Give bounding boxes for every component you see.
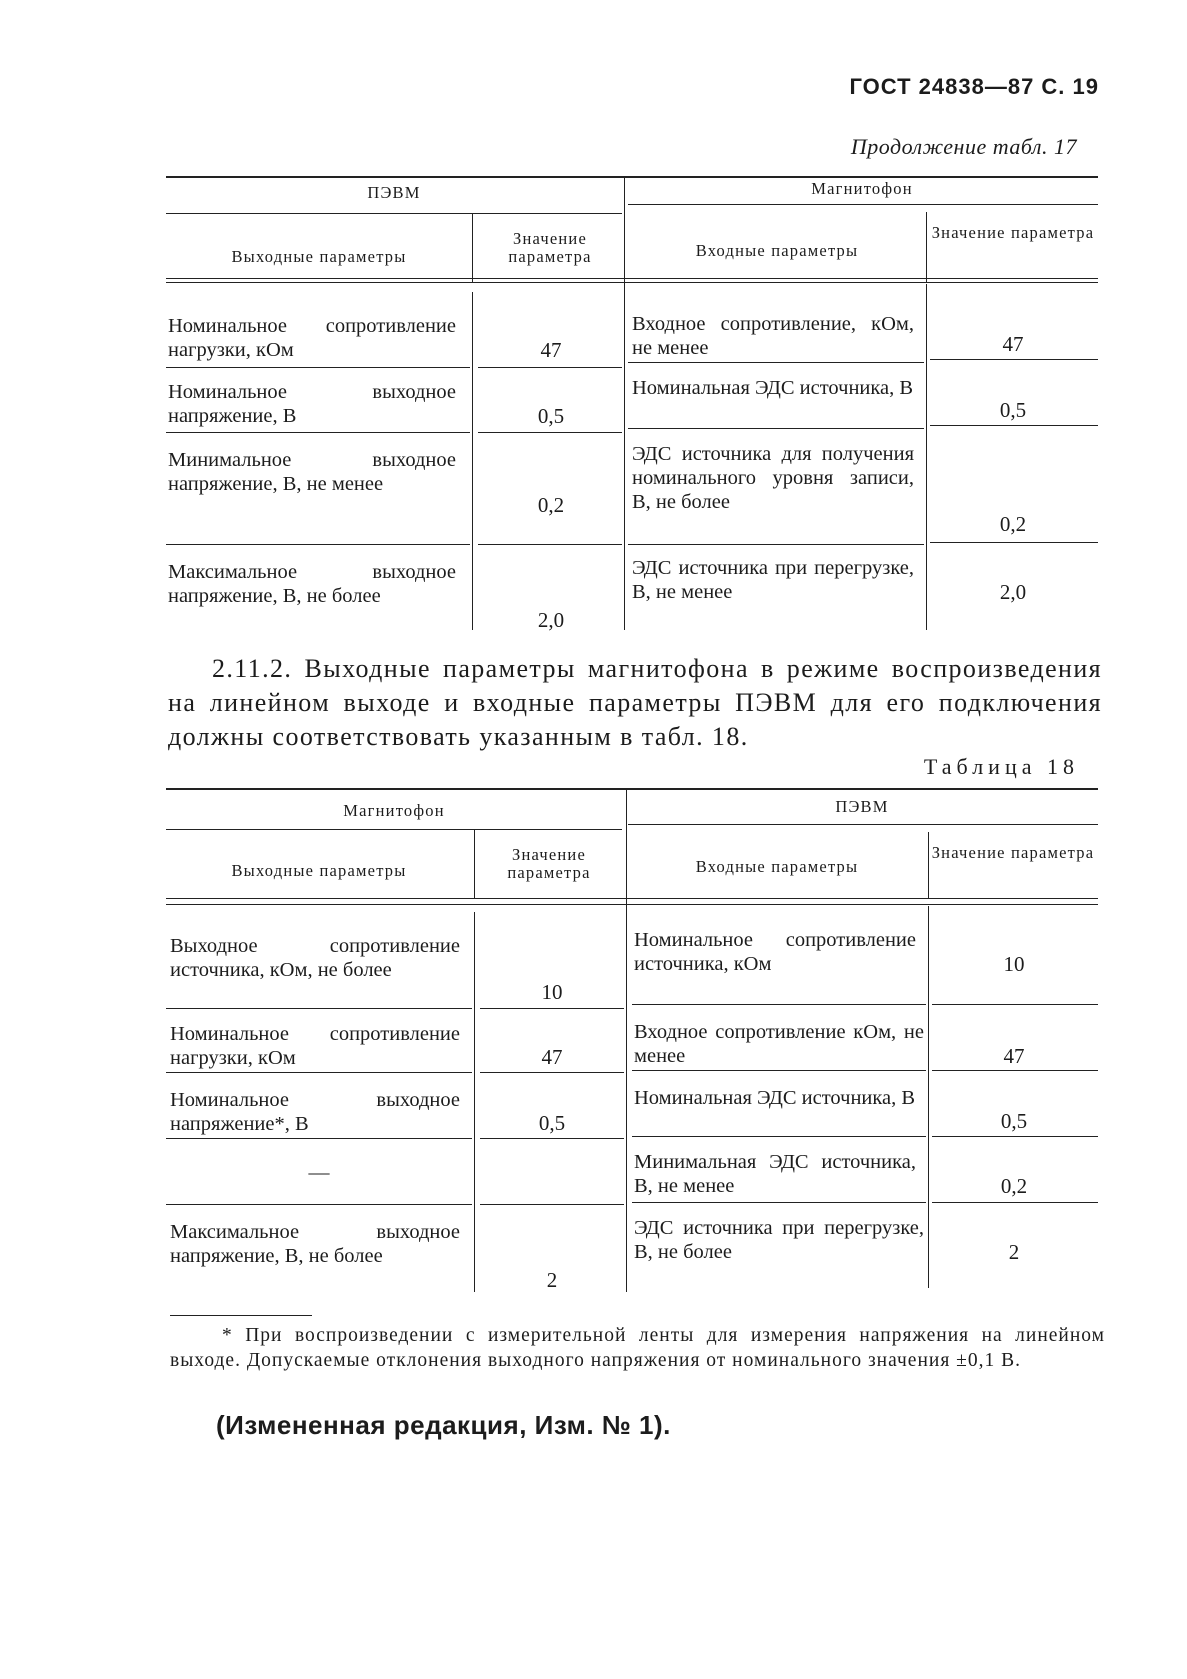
table17-row1-left-value: 47 [540, 338, 562, 362]
table17-row4-right-param: ЭДС источника при перегрузке, В, не менее [632, 557, 914, 603]
table18-col-left-params: Выходные параметры [231, 861, 407, 880]
table-top-rule [166, 788, 1098, 790]
table18-row1-right-param: Номинальное сопротивление источника, кОм [634, 929, 916, 975]
table17-col-right-value: Значение параметра [931, 223, 1095, 242]
group-divider-left [166, 213, 622, 214]
col-divider-1 [474, 830, 475, 898]
row-rule [166, 1072, 472, 1073]
table18-row3-right-value: 0,5 [1000, 1109, 1028, 1133]
col-divider-center [624, 176, 625, 630]
table18-row3-left-value: 0,5 [538, 1111, 566, 1135]
table18-row2-right-value: 47 [1003, 1044, 1025, 1068]
table17-group-right: Магнитофон [811, 179, 913, 198]
row-rule [166, 544, 470, 545]
col-divider-1b [472, 292, 473, 630]
row-rule [166, 1008, 472, 1009]
header-double-rule-2 [166, 282, 1098, 283]
row-rule [930, 542, 1098, 543]
table17-col-left-value: Значение параметра [508, 229, 592, 266]
table17-group-left: ПЭВМ [367, 183, 421, 202]
row-rule [932, 1004, 1098, 1005]
table-17 [166, 176, 1098, 634]
row-rule [166, 1138, 472, 1139]
row-rule [930, 359, 1098, 360]
table17-row4-right-value: 2,0 [999, 580, 1027, 604]
table18-row5-left-param: Максимальное выходное напряжение, В, не более [170, 1221, 460, 1267]
table18-group-right: ПЭВМ [835, 797, 889, 816]
table17-row1-left-param: Номинальное сопротивление нагрузки, кОм [168, 315, 456, 361]
table18-row4-right-param: Минимальная ЭДС источника, В, не менее [634, 1151, 916, 1197]
row-rule [930, 425, 1098, 426]
paragraph-2-11-2: 2.11.2. Выходные параметры магнитофона в режиме воспроизведения на линейном выходе и входные параметры ПЭВМ для его подключения должны соответствовать указанным в табл. 18. [168, 654, 1102, 751]
table18-caption: Таблица 18 [923, 754, 1079, 779]
table17-row1-right-value: 47 [1002, 332, 1024, 356]
table17-row2-left-param: Номинальное выходное напряжение, В [168, 381, 456, 427]
row-rule [632, 1004, 926, 1005]
header-double-rule [166, 898, 1098, 899]
col-divider-center [626, 788, 627, 1292]
table18-col-right-value: Значение параметра [931, 843, 1095, 862]
table17-row4-left-value: 2,0 [537, 608, 565, 632]
table17-row3-left-value: 0,2 [537, 493, 565, 517]
table-top-rule [166, 176, 1098, 178]
row-rule [480, 1072, 624, 1073]
table18-col-left-value: Значение параметра [507, 845, 591, 882]
row-rule [166, 1204, 472, 1205]
row-rule [932, 1202, 1098, 1203]
row-rule [478, 544, 622, 545]
table17-row3-right-value: 0,2 [999, 512, 1027, 536]
table18-row4-left-param: — [308, 1160, 330, 1184]
table17-col-left-params: Выходные параметры [231, 247, 407, 266]
table17-row2-left-value: 0,5 [537, 404, 565, 428]
table18-row2-left-param: Номинальное сопротивление нагрузки, кОм [170, 1023, 460, 1069]
table18-row5-left-value: 2 [546, 1268, 558, 1292]
table17-row3-left-param: Минимальное выходное напряжение, В, не менее [168, 449, 456, 495]
row-rule [480, 1204, 624, 1205]
table18-group-left: Магнитофон [343, 801, 445, 820]
group-divider-right [628, 204, 1098, 205]
table17-col-right-params: Входные параметры [695, 241, 859, 260]
row-rule [480, 1138, 624, 1139]
col-divider-3 [928, 832, 929, 898]
col-divider-3 [926, 212, 927, 282]
table18-row1-left-value: 10 [541, 980, 563, 1004]
row-rule [166, 367, 470, 368]
col-divider-1 [472, 214, 473, 282]
row-rule [478, 432, 622, 433]
row-rule [632, 1070, 926, 1071]
table18-row2-right-param: Входное сопротивление кОм, не менее [634, 1021, 924, 1067]
table18-row4-right-value: 0,2 [1000, 1174, 1028, 1198]
row-rule [478, 367, 622, 368]
row-rule [628, 544, 924, 545]
row-rule [932, 1070, 1098, 1071]
table17-continuation-label: Продолжение табл. 17 [850, 134, 1077, 159]
col-divider-3b [926, 284, 927, 630]
table18-row5-right-param: ЭДС источника при перегрузке, В, не более [634, 1217, 924, 1263]
edition-note: (Измененная редакция, Изм. № 1). [216, 1410, 671, 1440]
table17-row2-right-value: 0,5 [999, 398, 1027, 422]
row-rule [480, 1008, 624, 1009]
row-rule [632, 1136, 926, 1137]
footnote: * При воспроизведении с измерительной ленты для измерения напряжения на линейном выходе. Допускаемые отклонения выходного напряжения от номинального значения ±0,1 В. [170, 1325, 1105, 1371]
table18-row5-right-value: 2 [1008, 1240, 1020, 1264]
page-header: ГОСТ 24838—87 С. 19 [849, 74, 1099, 99]
table18-row1-left-param: Выходное сопротивление источника, кОм, не более [170, 935, 460, 981]
table17-row3-right-param: ЭДС источника для получения номинального уровня записи, В, не более [632, 443, 914, 513]
row-rule [932, 1136, 1098, 1137]
table18-row3-right-param: Номинальная ЭДС источника, В [634, 1087, 916, 1109]
table17-row4-left-param: Максимальное выходное напряжение, В, не более [168, 561, 456, 607]
col-divider-1b [474, 912, 475, 1292]
footnote-rule [170, 1315, 312, 1316]
row-rule [628, 362, 924, 363]
row-rule [628, 428, 924, 429]
row-rule [632, 1202, 926, 1203]
header-double-rule-2 [166, 904, 1098, 905]
row-rule [166, 432, 470, 433]
table18-row1-right-value: 10 [1003, 952, 1025, 976]
table17-row2-right-param: Номинальная ЭДС источника, В [632, 377, 914, 399]
table17-row1-right-param: Входное сопротивление, кОм, не менее [632, 313, 914, 359]
table18-row2-left-value: 47 [541, 1045, 563, 1069]
table-18 [166, 788, 1098, 1296]
table18-col-right-params: Входные параметры [695, 857, 859, 876]
group-divider-left [166, 829, 622, 830]
header-double-rule [166, 278, 1098, 279]
table18-row3-left-param: Номинальное выходное напряжение*, В [170, 1089, 460, 1135]
group-divider-right [628, 824, 1098, 825]
col-divider-3b [928, 906, 929, 1288]
